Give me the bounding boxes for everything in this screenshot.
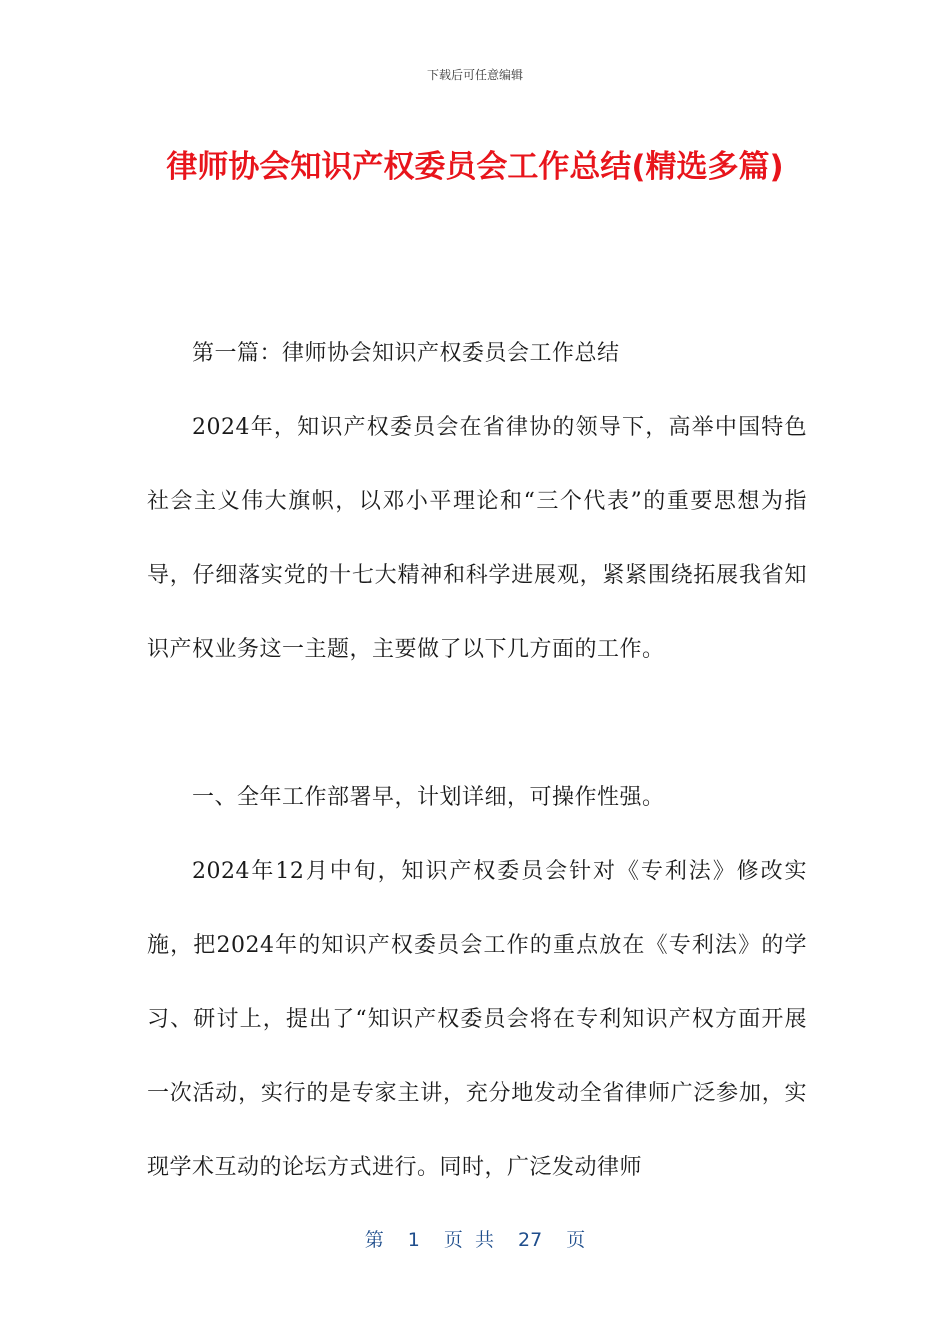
header-note: 下载后可任意编辑 <box>426 68 523 82</box>
document-body <box>147 317 807 1205</box>
footer-current-page: 1 <box>407 1229 420 1251</box>
paragraph-intro: 2024年，知识产权委员会在省律协的领导下，高举中国特色社会主义伟大旗帜，以邓小平理论和“三个代表”的重要思想为指导，仔细落实党的十七大精神和科学进展观，紧紧围绕拓展我省知识产权业务这一主题，主要做了以下几方面的工作。 <box>147 415 807 662</box>
page-footer <box>0 1225 950 1252</box>
paragraph-spacer <box>147 687 807 761</box>
section-heading-one: 一、全年工作部署早，计划详细，可操作性强。 <box>192 785 665 810</box>
section-heading-first: 第一篇：律师协会知识产权委员会工作总结 <box>192 341 620 366</box>
footer-total-pages: 27 <box>518 1229 543 1251</box>
document-title: 律师协会知识产权委员会工作总结(精选多篇) <box>166 149 784 185</box>
footer-suffix: 页 <box>566 1229 586 1251</box>
footer-prefix: 第 <box>364 1229 384 1251</box>
paragraph-detail: 2024年12月中旬，知识产权委员会针对《专利法》修改实施，把2024年的知识产权委员会工作的重点放在《专利法》的学习、研讨上，提出了“知识产权委员会将在专利知识产权方面开展一次活动，实行的是专家主讲，充分地发动全省律师广泛参加，实现学术互动的论坛方式进行。同时，广泛发动律师 <box>147 859 807 1180</box>
footer-middle: 页 共 <box>443 1229 494 1251</box>
